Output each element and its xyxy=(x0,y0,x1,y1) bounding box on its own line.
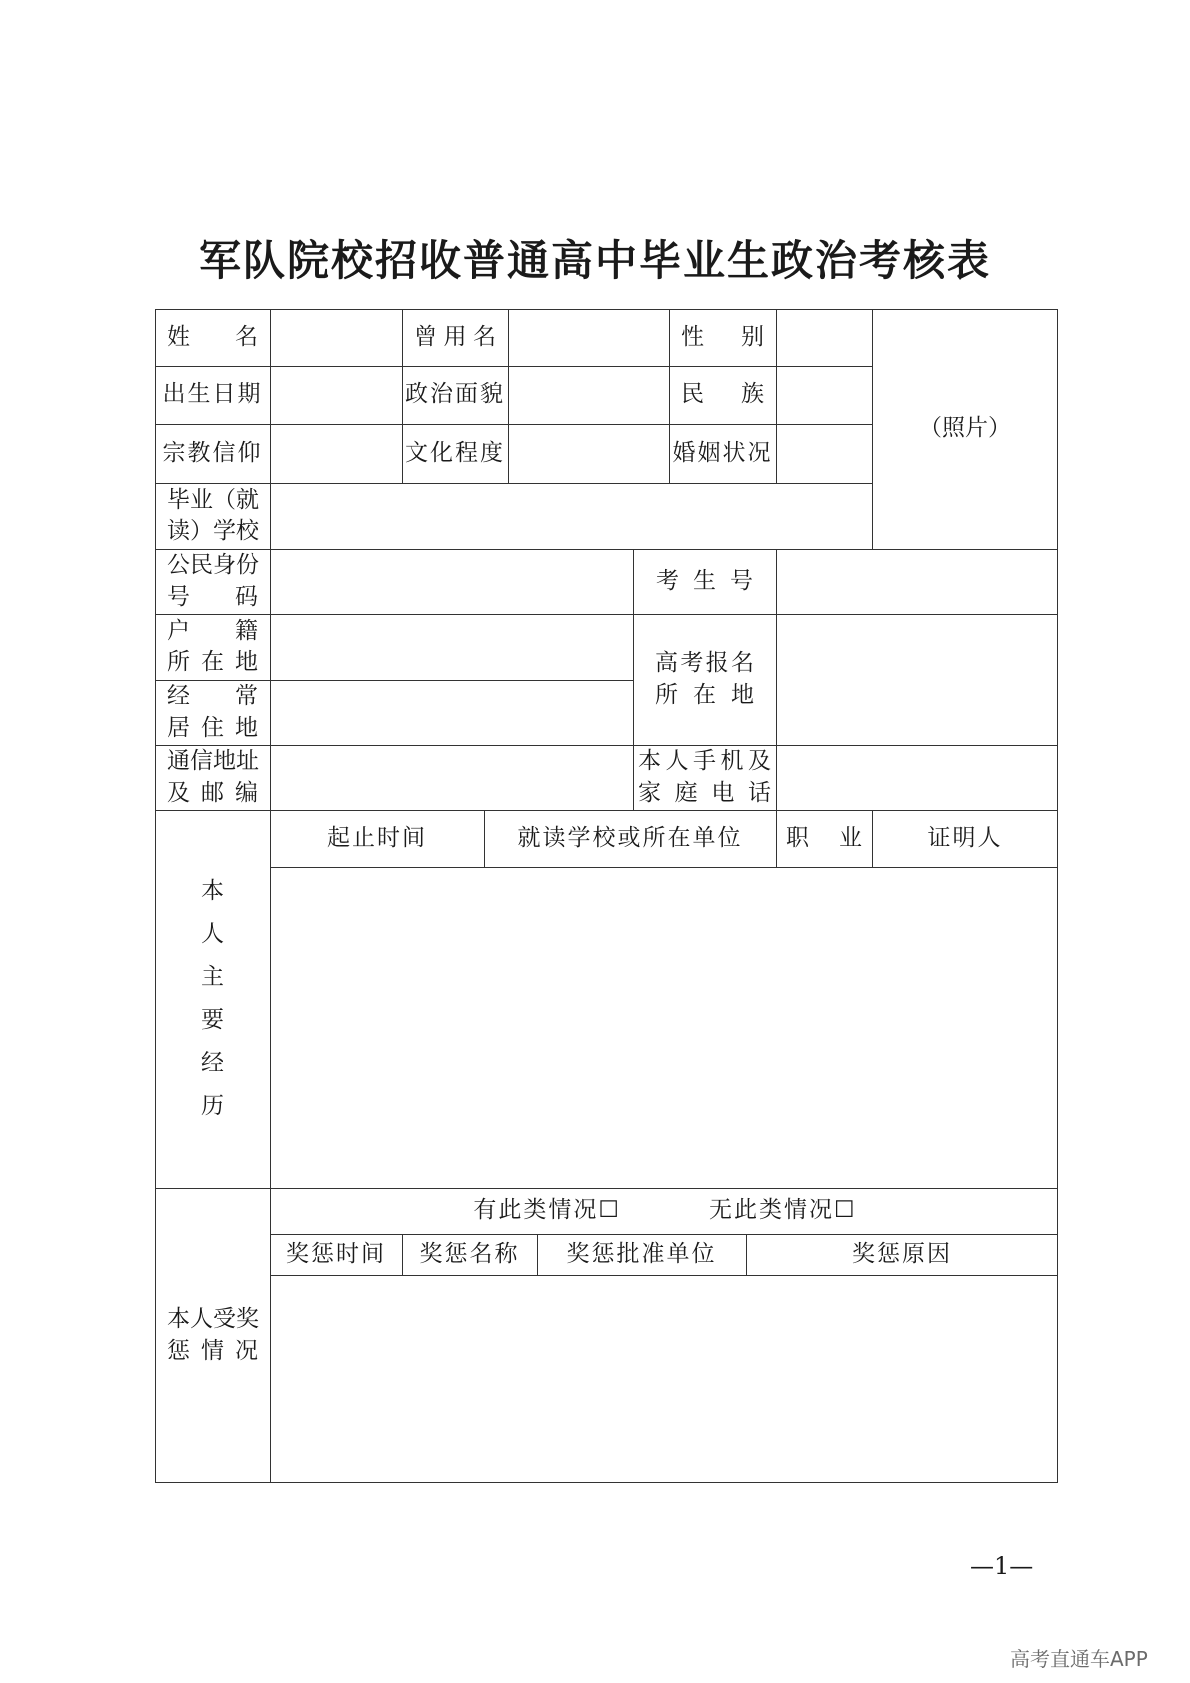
label-rewards-punishments: 本 人 受 奖 惩 情 况 xyxy=(167,1306,259,1364)
label-religion: 宗教信仰 xyxy=(162,439,263,466)
input-education[interactable] xyxy=(508,424,669,483)
label-marital-status: 婚姻状况 xyxy=(672,439,773,466)
no-case-option[interactable] xyxy=(709,1195,855,1226)
rewards-status-row xyxy=(270,1188,1058,1234)
input-alias[interactable] xyxy=(508,309,669,366)
input-mailing-address[interactable] xyxy=(270,745,633,810)
label-phone: 本 人 手 机 及 家 庭 电 话 xyxy=(638,748,771,806)
header-school-or-unit: 就读学校或所在单位 xyxy=(517,824,743,851)
label-candidate-number: 考 生 号 xyxy=(656,567,753,594)
input-rewards[interactable] xyxy=(270,1275,1058,1483)
input-religion[interactable] xyxy=(270,424,402,483)
label-household-register: 户 籍 所 在 地 xyxy=(167,617,258,675)
label-school: 毕 业 （ 就 读 ） 学 校 xyxy=(167,486,259,544)
input-marital-status[interactable] xyxy=(776,424,872,483)
input-experience[interactable] xyxy=(270,867,1058,1188)
label-residence: 经 常 居 住 地 xyxy=(167,683,258,741)
header-occupation: 职 业 xyxy=(786,824,862,851)
label-birth-date: 出生日期 xyxy=(162,381,263,408)
has-case-label: 有此类情况 xyxy=(473,1197,599,1224)
input-school[interactable] xyxy=(270,483,872,549)
input-candidate-number[interactable] xyxy=(776,549,1058,614)
label-political-status: 政治面貌 xyxy=(405,381,505,408)
input-name[interactable] xyxy=(270,309,402,366)
label-name: 姓 名 xyxy=(167,323,258,350)
watermark: 高考直通车APP xyxy=(1010,1647,1148,1671)
input-political-status[interactable] xyxy=(508,366,669,424)
header-witness: 证明人 xyxy=(927,824,1003,851)
input-household-register[interactable] xyxy=(270,614,633,680)
label-education: 文化程度 xyxy=(405,439,505,466)
form-title: 军队院校招收普通高中毕业生政治考核表 xyxy=(198,236,991,285)
input-ethnicity[interactable] xyxy=(776,366,872,424)
photo-label: （照片） xyxy=(919,415,1011,442)
header-reward-reason: 奖惩原因 xyxy=(852,1240,952,1267)
has-case-option[interactable] xyxy=(473,1195,619,1226)
input-birth-date[interactable] xyxy=(270,366,402,424)
page-number: —1— xyxy=(970,1552,1034,1580)
no-case-checkbox[interactable]: ☐ xyxy=(834,1197,855,1224)
label-main-experience: 本 人 主 要 经 历 xyxy=(201,877,224,1120)
photo-area[interactable] xyxy=(872,309,1058,549)
header-period: 起止时间 xyxy=(327,824,427,851)
label-exam-registration-location: 高 考 报 名 所 在 地 xyxy=(655,650,754,708)
header-reward-name: 奖惩名称 xyxy=(419,1240,520,1267)
input-exam-registration-location[interactable] xyxy=(776,614,1058,745)
no-case-label: 无此类情况 xyxy=(709,1197,834,1224)
input-phone[interactable] xyxy=(776,745,1058,810)
label-gender: 性 别 xyxy=(681,323,764,350)
label-alias: 曾 用 名 xyxy=(414,323,496,350)
label-mailing-address: 通 信 地 址 及 邮 编 xyxy=(167,748,259,806)
label-ethnicity: 民 族 xyxy=(681,381,764,408)
header-approving-unit: 奖惩批准单位 xyxy=(566,1240,717,1267)
has-case-checkbox[interactable]: ☐ xyxy=(598,1197,619,1224)
label-id-number: 公 民 身 份 号 码 xyxy=(167,552,259,610)
header-reward-time: 奖惩时间 xyxy=(286,1240,386,1267)
input-gender[interactable] xyxy=(776,309,872,366)
input-residence[interactable] xyxy=(270,680,633,745)
input-id-number[interactable] xyxy=(270,549,633,614)
